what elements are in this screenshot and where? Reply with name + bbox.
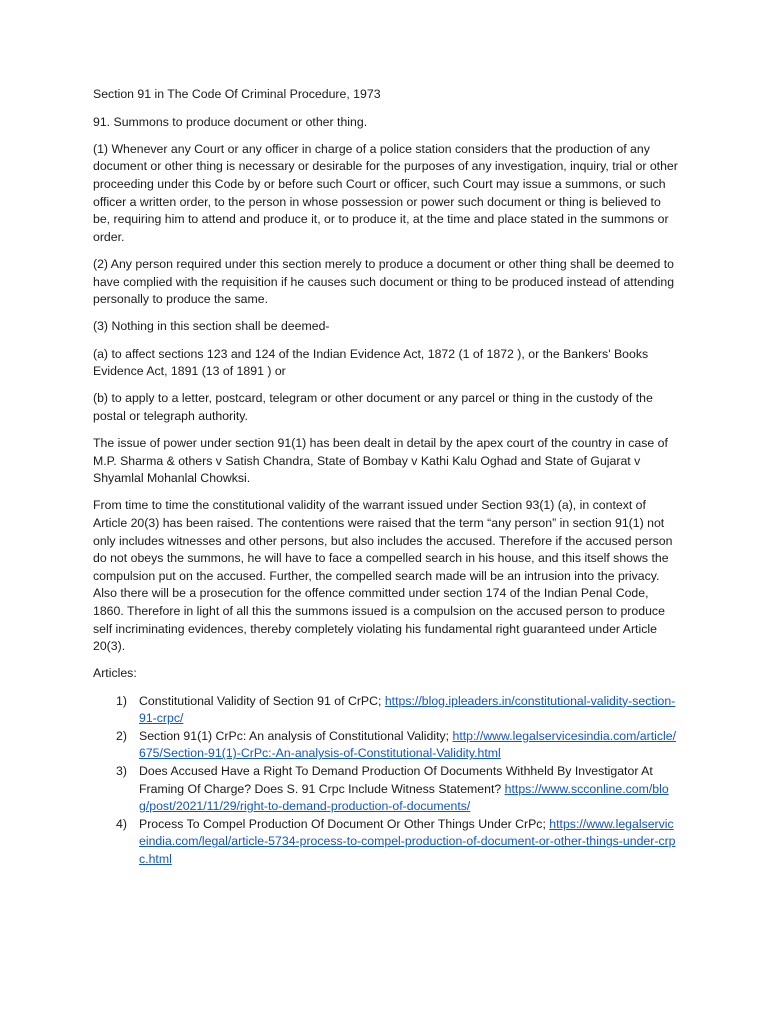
paragraph-validity: From time to time the constitutional validity of the warrant issued under Section 93(1) (a), in context of Article 20(3) has been raised. The contentions were raised that the term “any person” in section 91(1) not only includes witnesses and other persons, but also includes the accused. Therefore if the accused person do not obeys the summons, he will have to face a compelled search in his house, and this itself shows the compulsion put on the accused. Further, the compelled search made will be an intrusion into the privacy. Also there will be a prosecution for the offence committed under section 174 of the Indian Penal Code, 1860. Therefore in light of all this the summons issued is a compulsion on the accused person to produce self incriminating evidences, thereby completely violating his fundamental right guaranteed under Article 20(3). (93, 498, 673, 654)
articles-list (93, 693, 678, 869)
paragraph-case-law: The issue of power under section 91(1) has been dealt in detail by the apex court of the country in case of M.P. Sharma & others v Satish Chandra, State of Bombay v Kathi Kalu Oghad and State of Gujarat v Shyamlal Mohanlal Chowksi. (93, 436, 668, 486)
paragraph-3a: (a) to affect sections 123 and 124 of the Indian Evidence Act, 1872 (1 of 1872 ), or the Bankers' Books Evidence Act, 1891 (13 of 1891 ) or (93, 346, 649, 379)
paragraph-3: (3) Nothing in this section shall be deemed- (93, 319, 330, 334)
article-link[interactable]: https://www.scconline.com/blog/post/2021/11/29/right-to-demand-production-of-documents/ (139, 781, 669, 814)
list-item (93, 763, 678, 816)
list-item (93, 693, 678, 728)
article-title: Process To Compel Production Of Document Or Other Things Under CrPc; (139, 816, 550, 831)
list-item (93, 728, 678, 763)
list-number: 2) (116, 728, 127, 743)
article-link[interactable]: https://blog.ipleaders.in/constitutional-validity-section-91-crpc/ (139, 693, 676, 726)
document-title: Section 91 in The Code Of Criminal Procedure, 1973 (93, 87, 381, 101)
document-page (93, 86, 678, 869)
list-number: 1) (116, 693, 127, 708)
article-title: Does Accused Have a Right To Demand Production Of Documents Withheld By Investigator At Framing Of Charge? Does S. 91 Crpc Include Witness Statement? (139, 763, 653, 796)
article-link[interactable]: https://www.legalserviceindia.com/legal/article-5734-process-to-compel-production-of-document-or-other-things-under-crpc.html (139, 816, 676, 866)
list-number: 3) (116, 763, 127, 778)
paragraph-3b: (b) to apply to a letter, postcard, telegram or other document or any parcel or thing in the custody of the postal or telegraph authority. (93, 391, 653, 423)
section-heading: 91. Summons to produce document or other thing. (93, 114, 368, 129)
article-title: Constitutional Validity of Section 91 of CrPC; (139, 693, 385, 708)
paragraph-2: (2) Any person required under this section merely to produce a document or other thing shall be deemed to have complied with the requisition if he causes such document or thing to be produced instead of attending personally to produce the same. (93, 256, 675, 307)
article-link[interactable]: http://www.legalservicesindia.com/article/675/Section-91(1)-CrPc:-An-analysis-of-Constitutional-Validity.html (139, 728, 676, 761)
paragraph-1: (1) Whenever any Court or any officer in charge of a police station considers that the production of any document or other thing is necessary or desirable for the purposes of any investigation, inquiry, trial or other proceeding under this Code by or before such Court or officer, such Court may issue a summons, or such officer a written order, to the person in whose possession or power such document or thing is believed to be, requiring him to attend and produce it, or to produce it, at the time and place stated in the summons or order. (93, 141, 678, 244)
articles-label: Articles: (93, 666, 137, 681)
list-number: 4) (116, 816, 127, 831)
article-title: Section 91(1) CrPc: An analysis of Constitutional Validity; (139, 728, 453, 743)
list-item (93, 816, 678, 869)
